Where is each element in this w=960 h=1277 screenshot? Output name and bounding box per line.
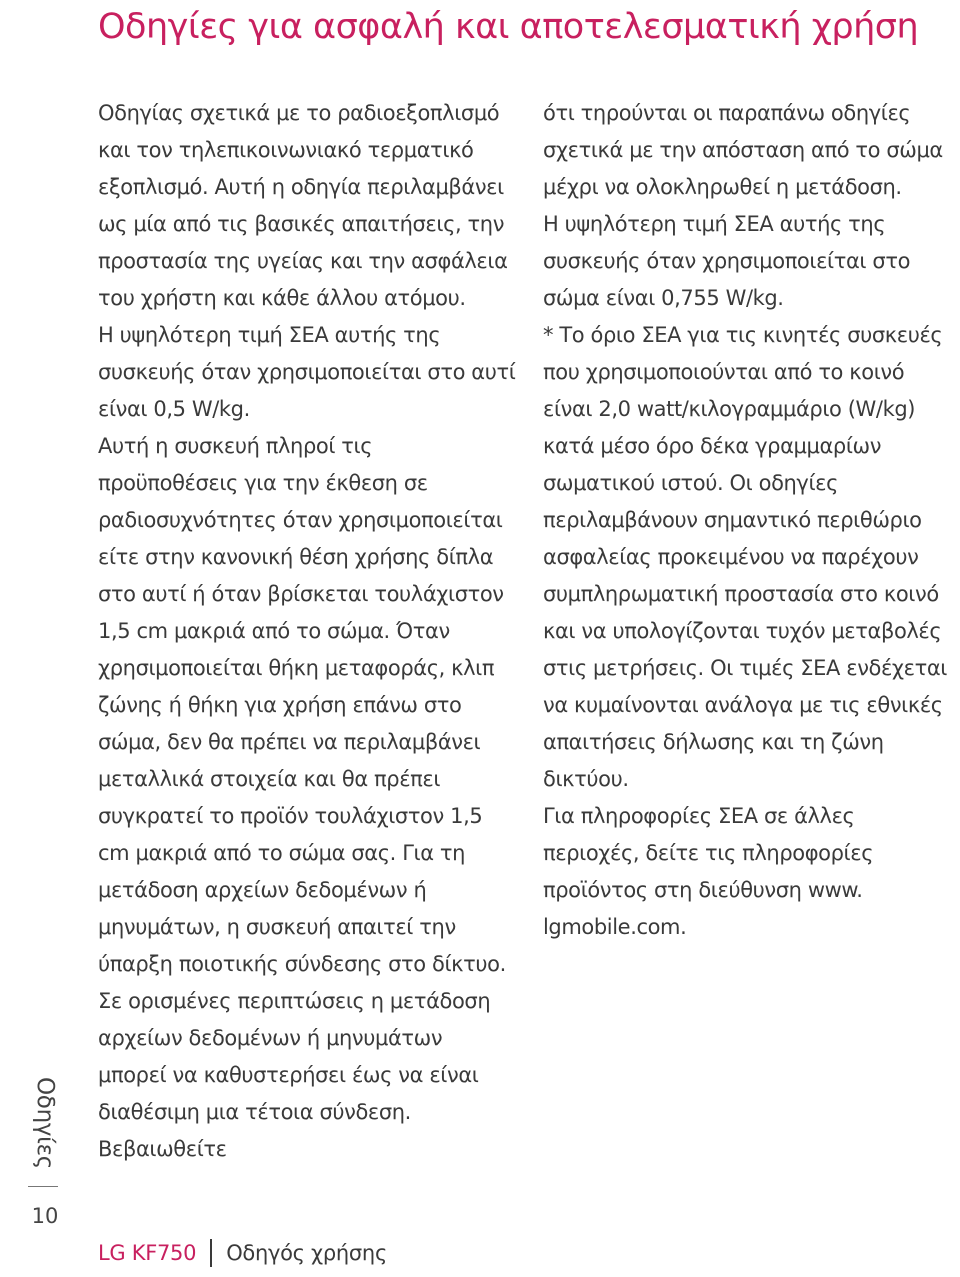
left-column	[98, 95, 516, 1168]
side-divider	[28, 1186, 58, 1187]
paragraph: Οδηγίας σχετικά με το ραδιοεξοπλισμό και τον τηλεπικοινωνιακό τερματικό εξοπλισμό. Αυτή η οδηγία περιλαμβάνει ως μία από τις βασικές απαιτήσεις, την προστασία της υγείας και την ασφάλεια του χρήστη και κάθε άλλου ατόμου.	[98, 101, 508, 310]
paragraph: Η υψηλότερη τιμή ΣΕΑ αυτής της συσκευής όταν χρησιμοποιείται στο σώμα είναι 0,755 W/kg.	[543, 212, 911, 310]
page-title: Οδηγίες για ασφαλή και αποτελεσματική χρήση	[98, 7, 919, 47]
paragraph: Για πληροφορίες ΣΕΑ σε άλλες περιοχές, δείτε τις πληροφορίες προϊόντος στη διεύθυνση www. lgmobile.com.	[543, 804, 874, 939]
section-side-label-text: Οδηγίες	[32, 1077, 59, 1169]
section-side-label	[20, 1068, 70, 1178]
page-number: 10	[31, 1204, 59, 1228]
right-column	[543, 95, 955, 946]
paragraph: Η υψηλότερη τιμή ΣΕΑ αυτής της συσκευής όταν χρησιμοποιείται στο αυτί είναι 0,5 W/kg.	[98, 323, 516, 421]
footer-model: LG KF750	[98, 1241, 197, 1265]
footer-guide-title: Οδηγός χρήσης	[226, 1241, 387, 1265]
footer-divider	[210, 1239, 212, 1267]
paragraph: * Το όριο ΣΕΑ για τις κινητές συσκευές που χρησιμοποιούνται από το κοινό είναι 2,0 watt/κιλογραμμάριο (W/kg) κατά μέσο όρο δέκα γραμμαρίων σωματικού ιστού. Οι οδηγίες περιλαμβάνουν σημαντικό περιθώριο ασφαλείας προκειμένου να παρέχουν συμπληρωματική προστασία στο κοινό και να υπολογίζονται τυχόν μεταβολές στις μετρήσεις. Οι τιμές ΣΕΑ ενδέχεται να κυμαίνονται ανάλογα με τις εθνικές απαιτήσεις δήλωσης και τη ζώνη δικτύου.	[543, 323, 948, 791]
page-footer	[98, 1236, 387, 1270]
paragraph: ότι τηρούνται οι παραπάνω οδηγίες σχετικά με την απόσταση από το σώμα μέχρι να ολοκληρωθεί η μετάδοση.	[543, 101, 943, 199]
paragraph: Αυτή η συσκευή πληροί τις προϋποθέσεις για την έκθεση σε ραδιοσυχνότητες όταν χρησιμοποιείται είτε στην κανονική θέση χρήσης δίπλα στο αυτί ή όταν βρίσκεται τουλάχιστον 1,5 cm μακριά από το σώμα. Όταν χρησιμοποιείται θήκη μεταφοράς, κλιπ ζώνης ή θήκη για χρήση επάνω στο σώμα, δεν θα πρέπει να περιλαμβάνει μεταλλικά στοιχεία και θα πρέπει συγκρατεί το προϊόν τουλάχιστον 1,5 cm μακριά από το σώμα σας. Για τη μετάδοση αρχείων δεδομένων ή μηνυμάτων, η συσκευή απαιτεί την ύπαρξη ποιοτικής σύνδεσης στο δίκτυο. Σε ορισμένες περιπτώσεις η μετάδοση αρχείων δεδομένων ή μηνυμάτων μπορεί να καθυστερήσει έως να είναι διαθέσιμη μια τέτοια σύνδεση. Βεβαιωθείτε	[98, 434, 506, 1161]
